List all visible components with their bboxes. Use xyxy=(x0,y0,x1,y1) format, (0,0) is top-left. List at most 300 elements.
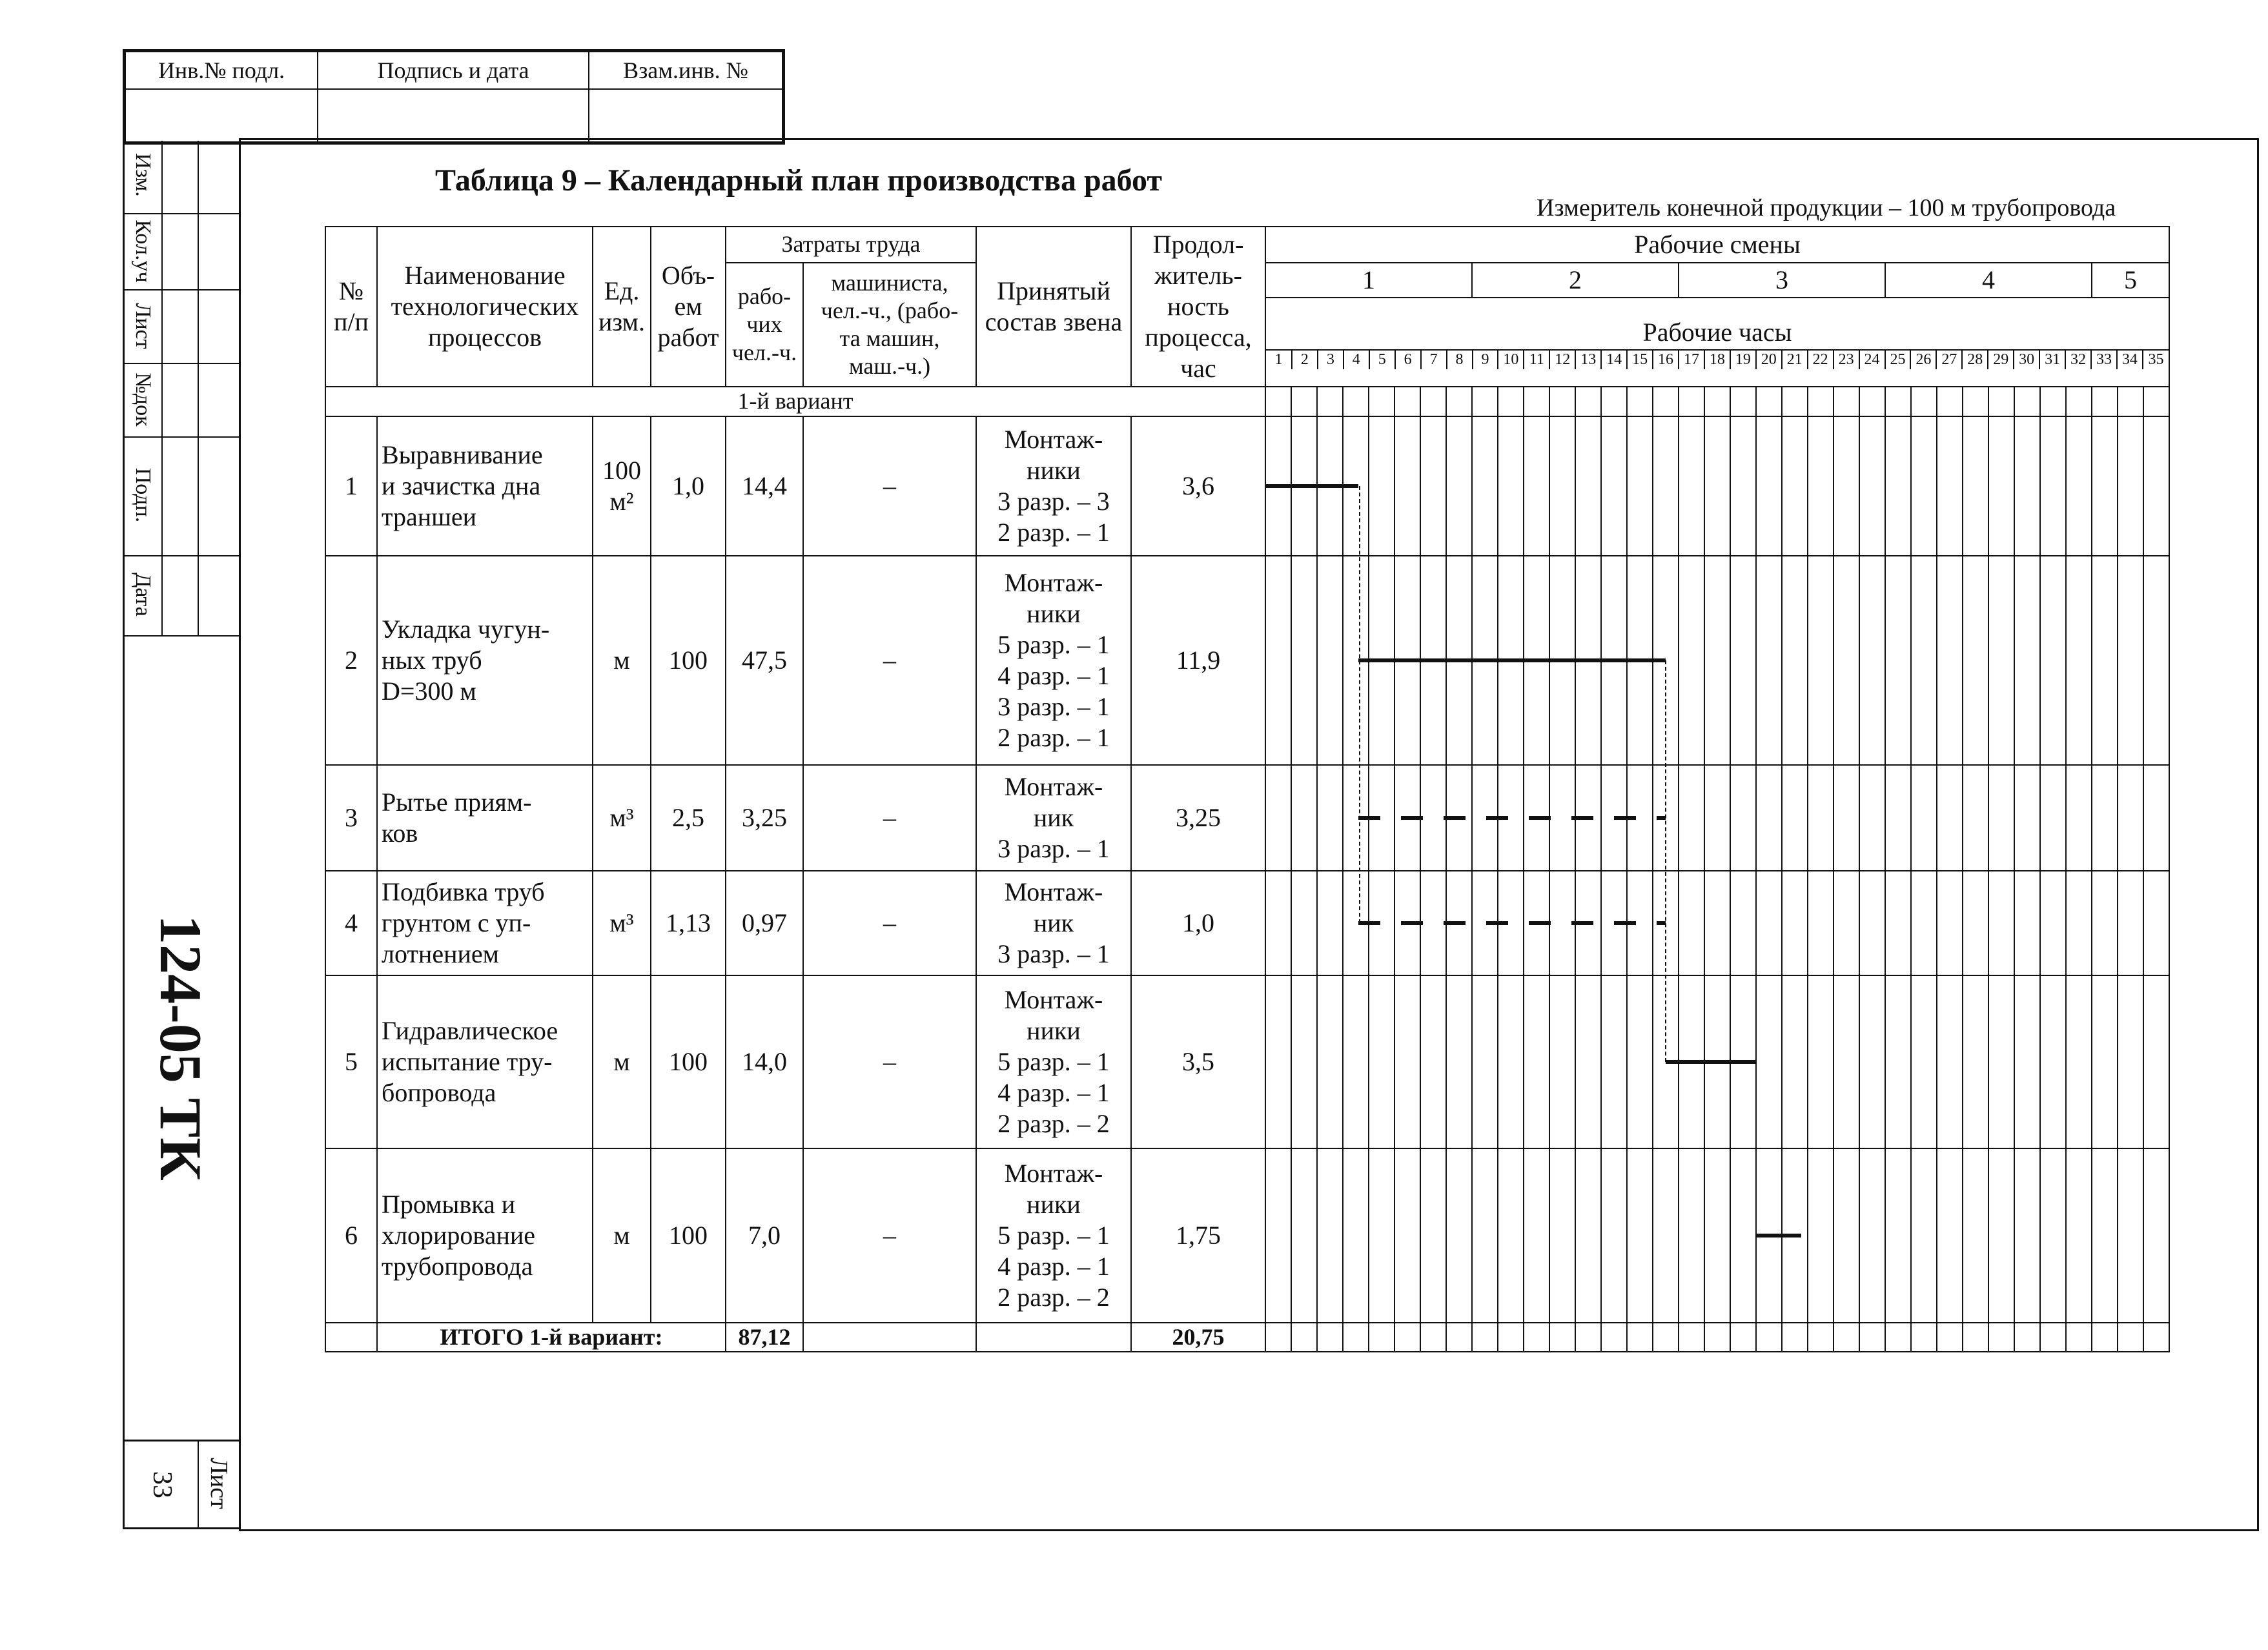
row-1-hour-cell xyxy=(1988,416,2014,556)
row-3-hour-cell xyxy=(1265,765,1291,871)
row-6-crew: Монтаж- ники 5 разр. – 1 4 разр. – 1 2 разр. – 2 xyxy=(976,1148,1131,1323)
row-5-hour-cell xyxy=(2040,975,2066,1148)
row-6-hour-cell xyxy=(2118,1148,2143,1323)
inv-value xyxy=(125,89,318,142)
total-hour-cell xyxy=(1834,1323,1859,1352)
row-5-work: 14,0 xyxy=(726,975,803,1148)
table-row xyxy=(325,975,2169,1148)
row-2-hour-cell xyxy=(1730,556,1756,765)
header-duration: Продол- житель- ность процесса, час xyxy=(1131,227,1265,387)
measure-unit: Измеритель конечной продукции – 100 м трубопровода xyxy=(1537,194,2116,221)
variant-hour-cell xyxy=(1575,387,1601,416)
row-5-hour-cell xyxy=(1859,975,1885,1148)
row-3-hour-cell xyxy=(1834,765,1859,871)
row-4-dur: 1,0 xyxy=(1131,871,1265,975)
row-1-hour-cell xyxy=(1782,416,1808,556)
total-hour-cell xyxy=(1498,1323,1524,1352)
row-1-hour-cell xyxy=(1420,416,1446,556)
row-6-hour-cell xyxy=(1963,1148,1988,1323)
row-1-hour-cell xyxy=(1601,416,1627,556)
row-1-hour-cell xyxy=(1704,416,1730,556)
row-3-dur: 3,25 xyxy=(1131,765,1265,871)
hour-31: 31 xyxy=(2039,350,2065,369)
row-3-name: Рытье приям- ков xyxy=(377,765,593,871)
row-1-hour-cell xyxy=(1472,416,1498,556)
variant-hour-cell xyxy=(1963,387,1988,416)
row-2-hour-cell xyxy=(1291,556,1317,765)
row-1-unit: 100 м² xyxy=(593,416,651,556)
row-5-hour-cell xyxy=(1369,975,1395,1148)
row-5-hour-cell xyxy=(1524,975,1549,1148)
row-4-hour-cell xyxy=(1885,871,1911,975)
row-4-hour-cell xyxy=(1756,871,1782,975)
total-hour-cell xyxy=(1782,1323,1808,1352)
total-hour-cell xyxy=(1730,1323,1756,1352)
gantt-bar-3 xyxy=(1358,816,1666,820)
total-hour-cell xyxy=(1988,1323,2014,1352)
row-6-hour-cell xyxy=(1911,1148,1937,1323)
total-hour-cell xyxy=(1369,1323,1395,1352)
variant-hour-cell xyxy=(1679,387,1704,416)
row-3-hour-cell xyxy=(2118,765,2143,871)
header-volume: Объ- ем работ xyxy=(651,227,726,387)
sign-value xyxy=(318,89,589,142)
total-hour-cell xyxy=(2118,1323,2143,1352)
row-2-hour-cell xyxy=(1782,556,1808,765)
total-hour-cell xyxy=(1291,1323,1317,1352)
total-hour-cell xyxy=(1937,1323,1963,1352)
row-5-hour-cell xyxy=(1911,975,1937,1148)
row-4-hour-cell xyxy=(1679,871,1704,975)
row-3-crew: Монтаж- ник 3 разр. – 1 xyxy=(976,765,1131,871)
total-hour-cell xyxy=(1679,1323,1704,1352)
total-hour-cell xyxy=(2014,1323,2040,1352)
row-3-hour-cell xyxy=(1937,765,1963,871)
hour-5: 5 xyxy=(1369,350,1395,369)
row-5-vol: 100 xyxy=(651,975,726,1148)
row-6-hour-cell xyxy=(1704,1148,1730,1323)
connector-3 xyxy=(1755,1062,1757,1236)
row-1-hour-cell xyxy=(1369,416,1395,556)
total-label: ИТОГО 1-й вариант: xyxy=(377,1323,726,1352)
row-1-hour-cell xyxy=(1937,416,1963,556)
sheet-number: 33 xyxy=(147,1471,177,1498)
variant-hour-cell xyxy=(1265,387,1291,416)
header-name: Наименование технологических процессов xyxy=(377,227,593,387)
row-1-hour-cell xyxy=(1756,416,1782,556)
variant-hour-cell xyxy=(1369,387,1395,416)
row-5-hour-cell xyxy=(1756,975,1782,1148)
row-4-hour-cell xyxy=(2118,871,2143,975)
gantt-bar-2 xyxy=(1358,658,1666,662)
row-5-hour-cell xyxy=(1963,975,1988,1148)
row-5-unit: м xyxy=(593,975,651,1148)
row-6-hour-cell xyxy=(2143,1148,2169,1323)
row-1-name: Выравнивание и зачистка дна траншеи xyxy=(377,416,593,556)
row-2-crew: Монтаж- ники 5 разр. – 1 4 разр. – 1 3 разр. – 1 2 разр. – 1 xyxy=(976,556,1131,765)
header-crew: Принятый состав звена xyxy=(976,227,1131,387)
hour-1: 1 xyxy=(1274,351,1283,369)
row-1-hour-cell xyxy=(1627,416,1653,556)
hour-23: 23 xyxy=(1834,350,1859,369)
total-blank xyxy=(325,1323,377,1352)
row-3-hour-cell xyxy=(2143,765,2169,871)
row-4-name: Подбивка труб грунтом с уп- лотнением xyxy=(377,871,593,975)
row-5-hour-cell xyxy=(1988,975,2014,1148)
row-4-hour-cell xyxy=(1317,871,1343,975)
row-6-hour-cell xyxy=(1601,1148,1627,1323)
variant-hour-cell xyxy=(2118,387,2143,416)
row-6-hour-cell xyxy=(1988,1148,2014,1323)
row-1-mach: – xyxy=(803,416,976,556)
row-3-vol: 2,5 xyxy=(651,765,726,871)
variant-hour-cell xyxy=(1937,387,1963,416)
row-2-hour-cell xyxy=(1704,556,1730,765)
row-6-hour-cell xyxy=(2040,1148,2066,1323)
gantt-bar-5 xyxy=(1666,1060,1756,1064)
row-1-vol: 1,0 xyxy=(651,416,726,556)
row-2-hour-cell xyxy=(2066,556,2092,765)
hour-4: 4 xyxy=(1343,350,1369,369)
variant-hour-cell xyxy=(1653,387,1679,416)
variant-hour-cell xyxy=(2143,387,2169,416)
header-num: № п/п xyxy=(325,227,377,387)
variant-hour-cell xyxy=(1782,387,1808,416)
row-3-hour-cell xyxy=(1782,765,1808,871)
total-hour-cell xyxy=(1704,1323,1730,1352)
row-1-hour-cell xyxy=(1395,416,1420,556)
row-6-hour-cell xyxy=(1549,1148,1575,1323)
row-6-vol: 100 xyxy=(651,1148,726,1323)
hour-33: 33 xyxy=(2091,350,2117,369)
row-2-hour-cell xyxy=(1963,556,1988,765)
variant-label: 1-й вариант xyxy=(325,387,1265,416)
header-labor: Затраты труда xyxy=(726,227,976,263)
row-4-hour-cell xyxy=(1730,871,1756,975)
row-4-hour-cell xyxy=(1911,871,1937,975)
row-6-work: 7,0 xyxy=(726,1148,803,1323)
hour-21: 21 xyxy=(1782,350,1808,369)
row-6-hour-cell xyxy=(1420,1148,1446,1323)
row-1-hour-cell xyxy=(2014,416,2040,556)
total-crew xyxy=(976,1323,1131,1352)
vzam-label: Взам.инв. № xyxy=(589,52,782,89)
header-machinist: машиниста, чел.-ч., (рабо- та машин, маш.-ч.) xyxy=(803,263,976,387)
row-1-n: 1 xyxy=(325,416,377,556)
total-hour-cell xyxy=(1265,1323,1291,1352)
row-2-hour-cell xyxy=(1317,556,1343,765)
row-1-hour-cell xyxy=(1834,416,1859,556)
inv-label: Инв.№ подл. xyxy=(125,52,318,89)
row-1-hour-cell xyxy=(1885,416,1911,556)
row-1-hour-cell xyxy=(2066,416,2092,556)
variant-hour-cell xyxy=(2040,387,2066,416)
hours-header xyxy=(1265,298,2169,387)
total-hour-cell xyxy=(1963,1323,1988,1352)
row-5-hour-cell xyxy=(1575,975,1601,1148)
row-5-hour-cell xyxy=(1395,975,1420,1148)
row-2-hour-cell xyxy=(1808,556,1834,765)
variant-hour-cell xyxy=(1524,387,1549,416)
row-3-hour-cell xyxy=(2040,765,2066,871)
row-3-hour-cell xyxy=(2066,765,2092,871)
row-5-hour-cell xyxy=(1885,975,1911,1148)
variant-hour-cell xyxy=(2066,387,2092,416)
calendar-plan-table xyxy=(325,226,2170,1352)
variant-hour-cell xyxy=(1472,387,1498,416)
row-4-hour-cell xyxy=(1291,871,1317,975)
row-3-hour-cell xyxy=(1756,765,1782,871)
izm-label: Изм. xyxy=(131,153,155,197)
sheet-label: Лист xyxy=(205,1458,232,1509)
row-2-dur: 11,9 xyxy=(1131,556,1265,765)
hour-13: 13 xyxy=(1575,350,1601,369)
hour-8: 8 xyxy=(1447,350,1473,369)
row-2-hour-cell xyxy=(1885,556,1911,765)
hour-30: 30 xyxy=(2014,350,2039,369)
hour-25: 25 xyxy=(1885,350,1911,369)
row-6-n: 6 xyxy=(325,1148,377,1323)
row-5-name: Гидравлическое испытание тру- бопровода xyxy=(377,975,593,1148)
row-4-hour-cell xyxy=(1808,871,1834,975)
row-6-hour-cell xyxy=(1369,1148,1395,1323)
row-3-hour-cell xyxy=(1704,765,1730,871)
hour-18: 18 xyxy=(1704,350,1730,369)
row-3-hour-cell xyxy=(1317,765,1343,871)
hour-32: 32 xyxy=(2065,350,2091,369)
row-4-mach: – xyxy=(803,871,976,975)
total-work: 87,12 xyxy=(726,1323,803,1352)
row-2-hour-cell xyxy=(2014,556,2040,765)
shift-1: 1 xyxy=(1265,263,1472,298)
row-4-work: 0,97 xyxy=(726,871,803,975)
row-6-hour-cell xyxy=(1446,1148,1472,1323)
hour-19: 19 xyxy=(1730,350,1756,369)
total-hour-cell xyxy=(2040,1323,2066,1352)
row-1-hour-cell xyxy=(2040,416,2066,556)
row-3-hour-cell xyxy=(1885,765,1911,871)
row-3-hour-cell xyxy=(1730,765,1756,871)
row-3-mach: – xyxy=(803,765,976,871)
row-4-hour-cell xyxy=(2092,871,2118,975)
sign-label: Подпись и дата xyxy=(318,52,589,89)
row-4-hour-cell xyxy=(1265,871,1291,975)
hour-26: 26 xyxy=(1910,350,1936,369)
hours-label: Рабочие часы xyxy=(1266,315,2169,350)
variant-hour-cell xyxy=(1988,387,2014,416)
row-5-mach: – xyxy=(803,975,976,1148)
hour-35: 35 xyxy=(2143,350,2169,369)
row-2-hour-cell xyxy=(2143,556,2169,765)
row-6-hour-cell xyxy=(1808,1148,1834,1323)
total-hour-cell xyxy=(1575,1323,1601,1352)
variant-hour-cell xyxy=(1317,387,1343,416)
row-1-hour-cell xyxy=(2143,416,2169,556)
row-6-unit: м xyxy=(593,1148,651,1323)
row-3-n: 3 xyxy=(325,765,377,871)
row-6-hour-cell xyxy=(1679,1148,1704,1323)
row-1-hour-cell xyxy=(1446,416,1472,556)
row-4-hour-cell xyxy=(2014,871,2040,975)
total-hour-cell xyxy=(1885,1323,1911,1352)
list-label: Лист xyxy=(131,303,155,349)
hour-14: 14 xyxy=(1601,350,1627,369)
row-6-hour-cell xyxy=(1937,1148,1963,1323)
row-3-hour-cell xyxy=(2092,765,2118,871)
row-5-hour-cell xyxy=(2066,975,2092,1148)
variant-hour-cell xyxy=(2014,387,2040,416)
row-1-hour-cell xyxy=(1653,416,1679,556)
hour-15: 15 xyxy=(1627,350,1653,369)
total-hour-cell xyxy=(1549,1323,1575,1352)
variant-hour-cell xyxy=(1627,387,1653,416)
row-4-hour-cell xyxy=(1963,871,1988,975)
hour-6: 6 xyxy=(1395,350,1421,369)
variant-hour-cell xyxy=(1911,387,1937,416)
row-3-hour-cell xyxy=(1808,765,1834,871)
total-hour-cell xyxy=(1524,1323,1549,1352)
row-3-hour-cell xyxy=(1679,765,1704,871)
variant-hour-cell xyxy=(1498,387,1524,416)
total-hour-cell xyxy=(2092,1323,2118,1352)
row-4-hour-cell xyxy=(1834,871,1859,975)
row-5-hour-cell xyxy=(1420,975,1446,1148)
row-1-hour-cell xyxy=(2092,416,2118,556)
doc-code: 124-05 ТК xyxy=(148,915,214,1181)
kol-label: Кол.уч xyxy=(131,219,155,283)
connector-1 xyxy=(1359,486,1360,923)
total-hour-cell xyxy=(1911,1323,1937,1352)
total-hour-cell xyxy=(1627,1323,1653,1352)
variant-hour-cell xyxy=(1808,387,1834,416)
row-6-hour-cell xyxy=(1317,1148,1343,1323)
variant-hour-cell xyxy=(1343,387,1369,416)
row-2-name: Укладка чугун- ных труб D=300 м xyxy=(377,556,593,765)
row-5-hour-cell xyxy=(1782,975,1808,1148)
vzam-value xyxy=(589,89,782,142)
row-6-hour-cell xyxy=(1627,1148,1653,1323)
variant-hour-cell xyxy=(1601,387,1627,416)
total-hour-cell xyxy=(2143,1323,2169,1352)
hour-34: 34 xyxy=(2117,350,2143,369)
variant-hour-cell xyxy=(1756,387,1782,416)
row-4-hour-cell xyxy=(1859,871,1885,975)
gantt-bar-4 xyxy=(1358,921,1666,925)
row-6-hour-cell xyxy=(1730,1148,1756,1323)
total-hour-cell xyxy=(2066,1323,2092,1352)
row-1-work: 14,4 xyxy=(726,416,803,556)
hour-2: 2 xyxy=(1292,350,1318,369)
row-3-hour-cell xyxy=(1911,765,1937,871)
row-3-work: 3,25 xyxy=(726,765,803,871)
row-6-hour-cell xyxy=(1653,1148,1679,1323)
variant-hour-cell xyxy=(1859,387,1885,416)
row-6-hour-cell xyxy=(1834,1148,1859,1323)
row-2-hour-cell xyxy=(2092,556,2118,765)
row-5-hour-cell xyxy=(1834,975,1859,1148)
row-5-hour-cell xyxy=(1808,975,1834,1148)
total-duration: 20,75 xyxy=(1131,1323,1265,1352)
row-2-hour-cell xyxy=(2118,556,2143,765)
row-5-crew: Монтаж- ники 5 разр. – 1 4 разр. – 1 2 разр. – 2 xyxy=(976,975,1131,1148)
variant-hour-cell xyxy=(1446,387,1472,416)
row-5-hour-cell xyxy=(1291,975,1317,1148)
hour-20: 20 xyxy=(1756,350,1782,369)
hour-3: 3 xyxy=(1318,350,1343,369)
row-1-hour-cell xyxy=(2118,416,2143,556)
row-5-hour-cell xyxy=(1317,975,1343,1148)
row-5-hour-cell xyxy=(1627,975,1653,1148)
row-4-n: 4 xyxy=(325,871,377,975)
row-1-hour-cell xyxy=(1963,416,1988,556)
row-2-hour-cell xyxy=(1679,556,1704,765)
row-6-hour-cell xyxy=(1498,1148,1524,1323)
row-2-mach: – xyxy=(803,556,976,765)
row-6-hour-cell xyxy=(1265,1148,1291,1323)
row-4-hour-cell xyxy=(2040,871,2066,975)
row-3-hour-cell xyxy=(2014,765,2040,871)
total-hour-cell xyxy=(1420,1323,1446,1352)
row-1-hour-cell xyxy=(1730,416,1756,556)
header-shifts: Рабочие смены xyxy=(1265,227,2169,263)
row-1-crew: Монтаж- ники 3 разр. – 3 2 разр. – 1 xyxy=(976,416,1131,556)
row-2-hour-cell xyxy=(1756,556,1782,765)
data-label: Дата xyxy=(131,573,155,616)
row-5-hour-cell xyxy=(1498,975,1524,1148)
row-5-hour-cell xyxy=(2143,975,2169,1148)
row-2-n: 2 xyxy=(325,556,377,765)
row-4-hour-cell xyxy=(1937,871,1963,975)
row-1-hour-cell xyxy=(1679,416,1704,556)
variant-hour-cell xyxy=(1834,387,1859,416)
hour-10: 10 xyxy=(1498,350,1524,369)
table-row xyxy=(325,765,2169,871)
row-5-hour-cell xyxy=(1601,975,1627,1148)
row-5-hour-cell xyxy=(2014,975,2040,1148)
row-4-unit: м³ xyxy=(593,871,651,975)
shift-3: 3 xyxy=(1679,263,1885,298)
row-5-n: 5 xyxy=(325,975,377,1148)
total-hour-cell xyxy=(1395,1323,1420,1352)
row-6-hour-cell xyxy=(1343,1148,1369,1323)
row-5-hour-cell xyxy=(2092,975,2118,1148)
row-2-hour-cell xyxy=(2040,556,2066,765)
row-6-hour-cell xyxy=(1859,1148,1885,1323)
hour-11: 11 xyxy=(1524,350,1549,369)
row-1-hour-cell xyxy=(1498,416,1524,556)
hour-9: 9 xyxy=(1473,350,1498,369)
gantt-bar-6 xyxy=(1756,1234,1801,1238)
row-4-hour-cell xyxy=(1704,871,1730,975)
shift-2: 2 xyxy=(1472,263,1679,298)
gantt-bar-1 xyxy=(1265,484,1358,488)
row-5-hour-cell xyxy=(2118,975,2143,1148)
row-4-hour-cell xyxy=(1988,871,2014,975)
hour-29: 29 xyxy=(1988,350,2014,369)
hour-24: 24 xyxy=(1859,350,1885,369)
row-5-hour-cell xyxy=(1472,975,1498,1148)
row-2-hour-cell xyxy=(1834,556,1859,765)
shift-5: 5 xyxy=(2092,263,2169,298)
row-6-mach: – xyxy=(803,1148,976,1323)
row-4-hour-cell xyxy=(1782,871,1808,975)
row-3-unit: м³ xyxy=(593,765,651,871)
row-4-hour-cell xyxy=(2143,871,2169,975)
total-hour-cell xyxy=(1859,1323,1885,1352)
row-1-hour-cell xyxy=(1575,416,1601,556)
total-hour-cell xyxy=(1317,1323,1343,1352)
row-2-hour-cell xyxy=(1859,556,1885,765)
